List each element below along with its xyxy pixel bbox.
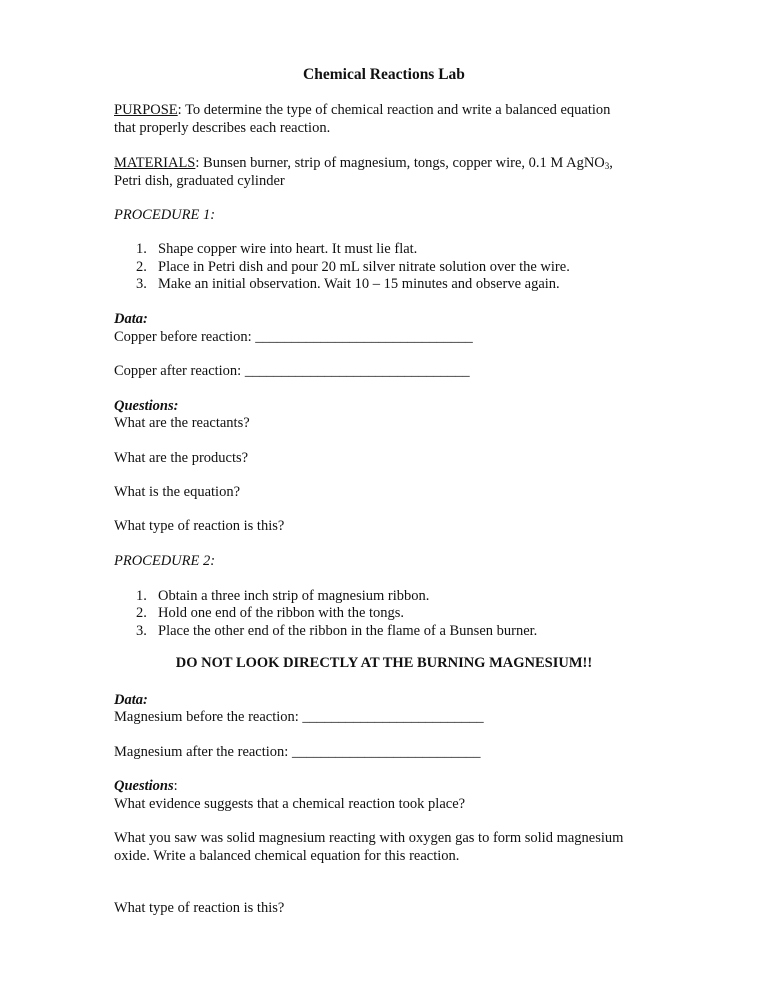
materials-subscript: 3	[604, 161, 610, 171]
question-products: What are the products?	[114, 450, 249, 466]
magnesium-after-field: Magnesium after the reaction: __________________________	[114, 744, 481, 760]
procedure-1-step	[136, 275, 560, 293]
question-evidence: What evidence suggests that a chemical reaction took place?	[114, 796, 466, 812]
purpose-label: PURPOSE	[114, 102, 178, 118]
procedure-2-step	[136, 604, 404, 622]
procedure-1-heading: PROCEDURE 1:	[114, 207, 216, 223]
materials-label: MATERIALS	[114, 155, 196, 171]
materials-line-1	[114, 154, 613, 172]
question-equation: What is the equation?	[114, 484, 241, 500]
question-reaction-type: What type of reaction is this?	[114, 518, 285, 534]
step-number: 2.	[136, 605, 147, 621]
magnesium-before-field: Magnesium before the reaction: _________________________	[114, 709, 484, 725]
question-reactants: What are the reactants?	[114, 415, 250, 431]
question-equation-line-1: What you saw was solid magnesium reacting with oxygen gas to form solid magnesium	[114, 830, 624, 846]
step-text: Obtain a three inch strip of magnesium ribbon.	[158, 588, 430, 604]
procedure-1-step	[136, 240, 417, 258]
step-number: 3.	[136, 623, 147, 639]
materials-comma: ,	[609, 155, 613, 171]
questions-colon: :	[173, 778, 178, 794]
step-number: 1.	[136, 241, 147, 257]
step-text: Place in Petri dish and pour 20 mL silver nitrate solution over the wire.	[158, 259, 570, 275]
copper-before-field: Copper before reaction: ______________________________	[114, 329, 473, 345]
procedure-2-questions-heading: Questions	[114, 778, 174, 794]
step-text: Place the other end of the ribbon in the flame of a Bunsen burner.	[158, 623, 538, 639]
procedure-1-data-heading: Data:	[114, 311, 148, 327]
step-number: 1.	[136, 588, 147, 604]
procedure-2-questions-heading-line	[114, 777, 178, 795]
step-number: 3.	[136, 276, 147, 292]
procedure-2-step	[136, 587, 429, 605]
copper-after-field: Copper after reaction: _______________________________	[114, 363, 470, 379]
materials-text-1: : Bunsen burner, strip of magnesium, tongs, copper wire, 0.1 M AgNO	[195, 155, 605, 171]
question-equation-line-2: oxide. Write a balanced chemical equation for this reaction.	[114, 848, 460, 864]
purpose-text-1: : To determine the type of chemical reaction and write a balanced equation	[177, 102, 611, 118]
purpose-line-1	[114, 101, 610, 119]
step-text: Hold one end of the ribbon with the tongs.	[158, 605, 405, 621]
materials-text-2: Petri dish, graduated cylinder	[114, 173, 285, 189]
document-title: Chemical Reactions Lab	[303, 66, 465, 83]
step-number: 2.	[136, 259, 147, 275]
safety-warning: DO NOT LOOK DIRECTLY AT THE BURNING MAGNESIUM!!	[175, 655, 593, 671]
step-text: Shape copper wire into heart. It must lie flat.	[158, 241, 418, 257]
procedure-2-data-heading: Data:	[114, 692, 148, 708]
step-text: Make an initial observation. Wait 10 – 15 minutes and observe again.	[158, 276, 560, 292]
question-reaction-type-2: What type of reaction is this?	[114, 900, 285, 916]
procedure-1-step	[136, 258, 570, 276]
procedure-1-questions-heading: Questions:	[114, 398, 179, 414]
procedure-2-step	[136, 622, 537, 640]
purpose-text-2: that properly describes each reaction.	[114, 120, 331, 136]
procedure-2-heading: PROCEDURE 2:	[114, 553, 216, 569]
